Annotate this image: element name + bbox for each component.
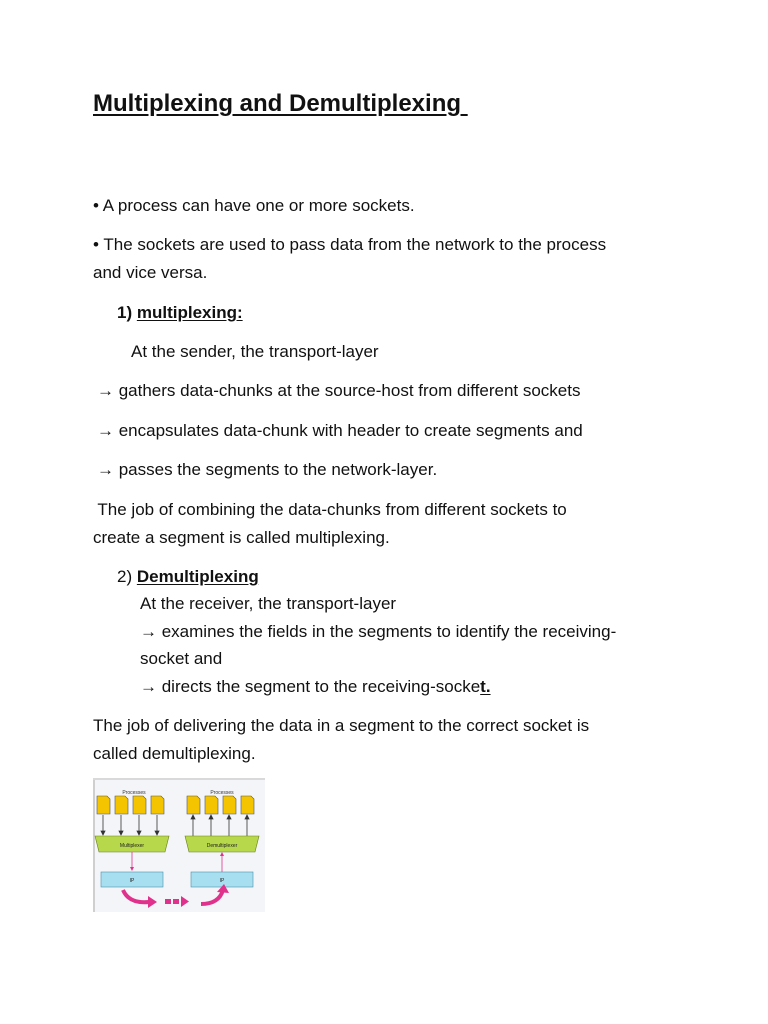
- bullet-2-cont: and vice versa.: [93, 263, 208, 282]
- section-2-number: 2): [117, 567, 133, 586]
- section-1-step-2: → encapsulates data-chunk with header to create segments and: [97, 421, 583, 440]
- section-2-intro: At the receiver, the transport-layer: [140, 594, 397, 613]
- section-1-heading: [117, 299, 243, 327]
- section-1-summary-1: The job of combining the data-chunks from different sockets to: [93, 500, 567, 519]
- section-2-summary-1: The job of delivering the data in a segment to the correct socket is: [93, 716, 590, 735]
- section-1-step-1: → gathers data-chunks at the source-host from different sockets: [97, 381, 581, 400]
- section-1-summary-2: create a segment is called multiplexing.: [93, 528, 390, 547]
- process-icon: [205, 796, 218, 814]
- section-1-title: multiplexing:: [136, 303, 243, 322]
- bullet-2: • The sockets are used to pass data from the network to the process: [93, 235, 607, 254]
- section-2-step-2: [140, 673, 491, 701]
- multiplexer-label: Multiplexer: [119, 843, 145, 849]
- mux-demux-figure: [93, 778, 265, 912]
- section-2-step-1: → examines the fields in the segments to identify the receiving-: [140, 622, 617, 641]
- process-icon: [241, 796, 254, 814]
- section-1-number: 1): [117, 303, 133, 322]
- section-2-title: Demultiplexing: [136, 567, 259, 586]
- ip-right-label: IP: [219, 878, 225, 884]
- process-icon: [187, 796, 200, 814]
- section-2-summary-2: called demultiplexing.: [93, 744, 256, 763]
- process-icon: [115, 796, 128, 814]
- process-icon: [133, 796, 146, 814]
- page-title: Multiplexing and Demultiplexing: [93, 90, 468, 117]
- demultiplexer-label: Demultiplexer: [206, 843, 238, 849]
- bullet-1: • A process can have one or more sockets.: [93, 196, 415, 215]
- process-icon: [223, 796, 236, 814]
- process-icon: [151, 796, 164, 814]
- section-2-step-2-text: → directs the segment to the receiving-socke: [140, 677, 481, 696]
- section-2-step-2-last: t.: [480, 677, 491, 696]
- section-2-step-1-cont: socket and: [140, 649, 223, 668]
- section-1-intro: At the sender, the transport-layer: [131, 342, 379, 361]
- mux-demux-diagram: [93, 780, 265, 912]
- section-2-heading: [117, 563, 259, 591]
- right-processes-label: Processes: [210, 790, 234, 796]
- process-icon: [97, 796, 110, 814]
- left-processes-label: Processes: [122, 790, 146, 796]
- ip-left-label: IP: [129, 878, 135, 884]
- section-1-step-3: → passes the segments to the network-layer.: [97, 460, 438, 479]
